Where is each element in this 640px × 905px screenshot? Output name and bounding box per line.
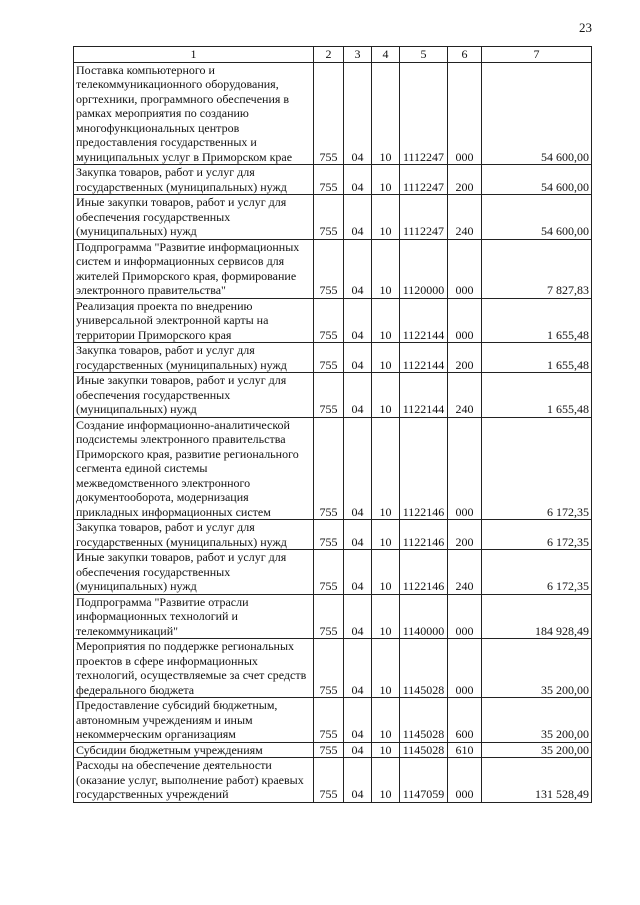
row-code-expense-type: 000 [448, 594, 482, 639]
row-amount: 35 200,00 [482, 639, 592, 698]
row-code-admin: 755 [314, 298, 344, 343]
row-code-section: 04 [344, 195, 372, 240]
table-row [74, 62, 592, 165]
header-col-3: 3 [344, 47, 372, 63]
row-code-admin: 755 [314, 639, 344, 698]
row-amount: 54 600,00 [482, 195, 592, 240]
row-code-admin: 755 [314, 594, 344, 639]
row-code-expense-type: 610 [448, 742, 482, 758]
row-code-subsection: 10 [372, 520, 400, 550]
row-code-subsection: 10 [372, 742, 400, 758]
row-code-section: 04 [344, 298, 372, 343]
row-code-subsection: 10 [372, 239, 400, 298]
row-code-admin: 755 [314, 742, 344, 758]
row-name: Создание информационно-аналитической подсистемы электронного правительства Приморского края, развитие регионального сегмента единой системы межведомственного электронного документооборота, модернизация прикладных информационных систем [74, 417, 314, 520]
header-col-6: 6 [448, 47, 482, 63]
row-code-target: 1122146 [400, 550, 448, 595]
table-row [74, 594, 592, 639]
row-name: Закупка товаров, работ и услуг для государственных (муниципальных) нужд [74, 520, 314, 550]
row-code-section: 04 [344, 742, 372, 758]
row-code-section: 04 [344, 758, 372, 803]
row-code-subsection: 10 [372, 639, 400, 698]
row-code-subsection: 10 [372, 298, 400, 343]
table-body [74, 62, 592, 802]
row-amount: 1 655,48 [482, 298, 592, 343]
row-code-target: 1112247 [400, 165, 448, 195]
row-code-section: 04 [344, 550, 372, 595]
row-code-section: 04 [344, 639, 372, 698]
row-code-admin: 755 [314, 62, 344, 165]
row-code-target: 1120000 [400, 239, 448, 298]
row-code-expense-type: 240 [448, 195, 482, 240]
row-name: Иные закупки товаров, работ и услуг для обеспечения государственных (муниципальных) нужд [74, 373, 314, 418]
row-amount: 1 655,48 [482, 343, 592, 373]
row-code-subsection: 10 [372, 550, 400, 595]
row-code-admin: 755 [314, 343, 344, 373]
header-col-7: 7 [482, 47, 592, 63]
row-code-target: 1122146 [400, 520, 448, 550]
row-code-section: 04 [344, 165, 372, 195]
row-code-subsection: 10 [372, 165, 400, 195]
row-code-section: 04 [344, 239, 372, 298]
table-row [74, 195, 592, 240]
row-code-admin: 755 [314, 698, 344, 743]
page-number: 23 [579, 20, 592, 35]
table-row [74, 698, 592, 743]
table-row [74, 639, 592, 698]
row-name: Подпрограмма "Развитие отрасли информационных технологий и телекоммуникаций" [74, 594, 314, 639]
row-code-target: 1122144 [400, 343, 448, 373]
row-amount: 1 655,48 [482, 373, 592, 418]
row-amount: 54 600,00 [482, 165, 592, 195]
row-code-subsection: 10 [372, 373, 400, 418]
row-code-expense-type: 200 [448, 520, 482, 550]
table-row [74, 165, 592, 195]
row-amount: 6 172,35 [482, 417, 592, 520]
table-row [74, 742, 592, 758]
row-code-section: 04 [344, 417, 372, 520]
row-code-expense-type: 000 [448, 417, 482, 520]
table-row [74, 520, 592, 550]
header-col-1: 1 [74, 47, 314, 63]
row-name: Закупка товаров, работ и услуг для государственных (муниципальных) нужд [74, 343, 314, 373]
row-code-expense-type: 000 [448, 239, 482, 298]
row-code-target: 1145028 [400, 698, 448, 743]
row-code-target: 1147059 [400, 758, 448, 803]
row-code-admin: 755 [314, 550, 344, 595]
header-col-4: 4 [372, 47, 400, 63]
row-code-section: 04 [344, 594, 372, 639]
table-row [74, 373, 592, 418]
row-code-admin: 755 [314, 373, 344, 418]
table-row [74, 298, 592, 343]
row-amount: 184 928,49 [482, 594, 592, 639]
row-code-admin: 755 [314, 239, 344, 298]
row-code-expense-type: 000 [448, 298, 482, 343]
header-col-2: 2 [314, 47, 344, 63]
row-code-admin: 755 [314, 417, 344, 520]
row-code-section: 04 [344, 698, 372, 743]
row-code-target: 1122144 [400, 298, 448, 343]
row-code-subsection: 10 [372, 62, 400, 165]
table-row [74, 343, 592, 373]
row-code-target: 1122144 [400, 373, 448, 418]
row-name: Мероприятия по поддержке региональных проектов в сфере информационных технологий, осуществляемые за счет средств федерального бюджета [74, 639, 314, 698]
row-name: Поставка компьютерного и телекоммуникационного оборудования, оргтехники, программного обеспечения в рамках мероприятия по созданию многофункциональных центров предоставления государственных и муниципальных услуг в Приморском крае [74, 62, 314, 165]
row-amount: 35 200,00 [482, 742, 592, 758]
row-code-expense-type: 240 [448, 550, 482, 595]
row-amount: 35 200,00 [482, 698, 592, 743]
table-row [74, 550, 592, 595]
row-code-admin: 755 [314, 195, 344, 240]
budget-table [73, 46, 592, 803]
row-code-section: 04 [344, 343, 372, 373]
row-code-subsection: 10 [372, 594, 400, 639]
row-code-subsection: 10 [372, 343, 400, 373]
row-code-admin: 755 [314, 520, 344, 550]
row-amount: 131 528,49 [482, 758, 592, 803]
table-row [74, 239, 592, 298]
row-code-subsection: 10 [372, 417, 400, 520]
row-code-target: 1122146 [400, 417, 448, 520]
row-name: Предоставление субсидий бюджетным, автономным учреждениям и иным некоммерческим организациям [74, 698, 314, 743]
row-code-section: 04 [344, 373, 372, 418]
row-code-expense-type: 200 [448, 165, 482, 195]
table-row [74, 417, 592, 520]
row-code-section: 04 [344, 520, 372, 550]
row-name: Иные закупки товаров, работ и услуг для обеспечения государственных (муниципальных) нужд [74, 195, 314, 240]
row-amount: 6 172,35 [482, 520, 592, 550]
row-code-expense-type: 000 [448, 639, 482, 698]
row-name: Реализация проекта по внедрению универсальной электронной карты на территории Приморского края [74, 298, 314, 343]
row-code-admin: 755 [314, 758, 344, 803]
row-code-expense-type: 200 [448, 343, 482, 373]
row-name: Подпрограмма "Развитие информационных систем и информационных сервисов для жителей Приморского края, формирование электронного правительства" [74, 239, 314, 298]
row-amount: 54 600,00 [482, 62, 592, 165]
row-code-target: 1112247 [400, 62, 448, 165]
row-amount: 7 827,83 [482, 239, 592, 298]
row-code-target: 1145028 [400, 639, 448, 698]
row-code-expense-type: 000 [448, 758, 482, 803]
row-code-admin: 755 [314, 165, 344, 195]
row-code-section: 04 [344, 62, 372, 165]
row-name: Субсидии бюджетным учреждениям [74, 742, 314, 758]
table-row [74, 758, 592, 803]
header-row [74, 47, 592, 63]
row-code-subsection: 10 [372, 758, 400, 803]
row-code-expense-type: 600 [448, 698, 482, 743]
row-code-target: 1112247 [400, 195, 448, 240]
row-name: Расходы на обеспечение деятельности (оказание услуг, выполнение работ) краевых государственных учреждений [74, 758, 314, 803]
row-name: Закупка товаров, работ и услуг для государственных (муниципальных) нужд [74, 165, 314, 195]
row-code-target: 1140000 [400, 594, 448, 639]
row-code-expense-type: 000 [448, 62, 482, 165]
row-code-subsection: 10 [372, 698, 400, 743]
row-code-expense-type: 240 [448, 373, 482, 418]
row-code-subsection: 10 [372, 195, 400, 240]
row-code-target: 1145028 [400, 742, 448, 758]
row-amount: 6 172,35 [482, 550, 592, 595]
header-col-5: 5 [400, 47, 448, 63]
row-name: Иные закупки товаров, работ и услуг для обеспечения государственных (муниципальных) нужд [74, 550, 314, 595]
